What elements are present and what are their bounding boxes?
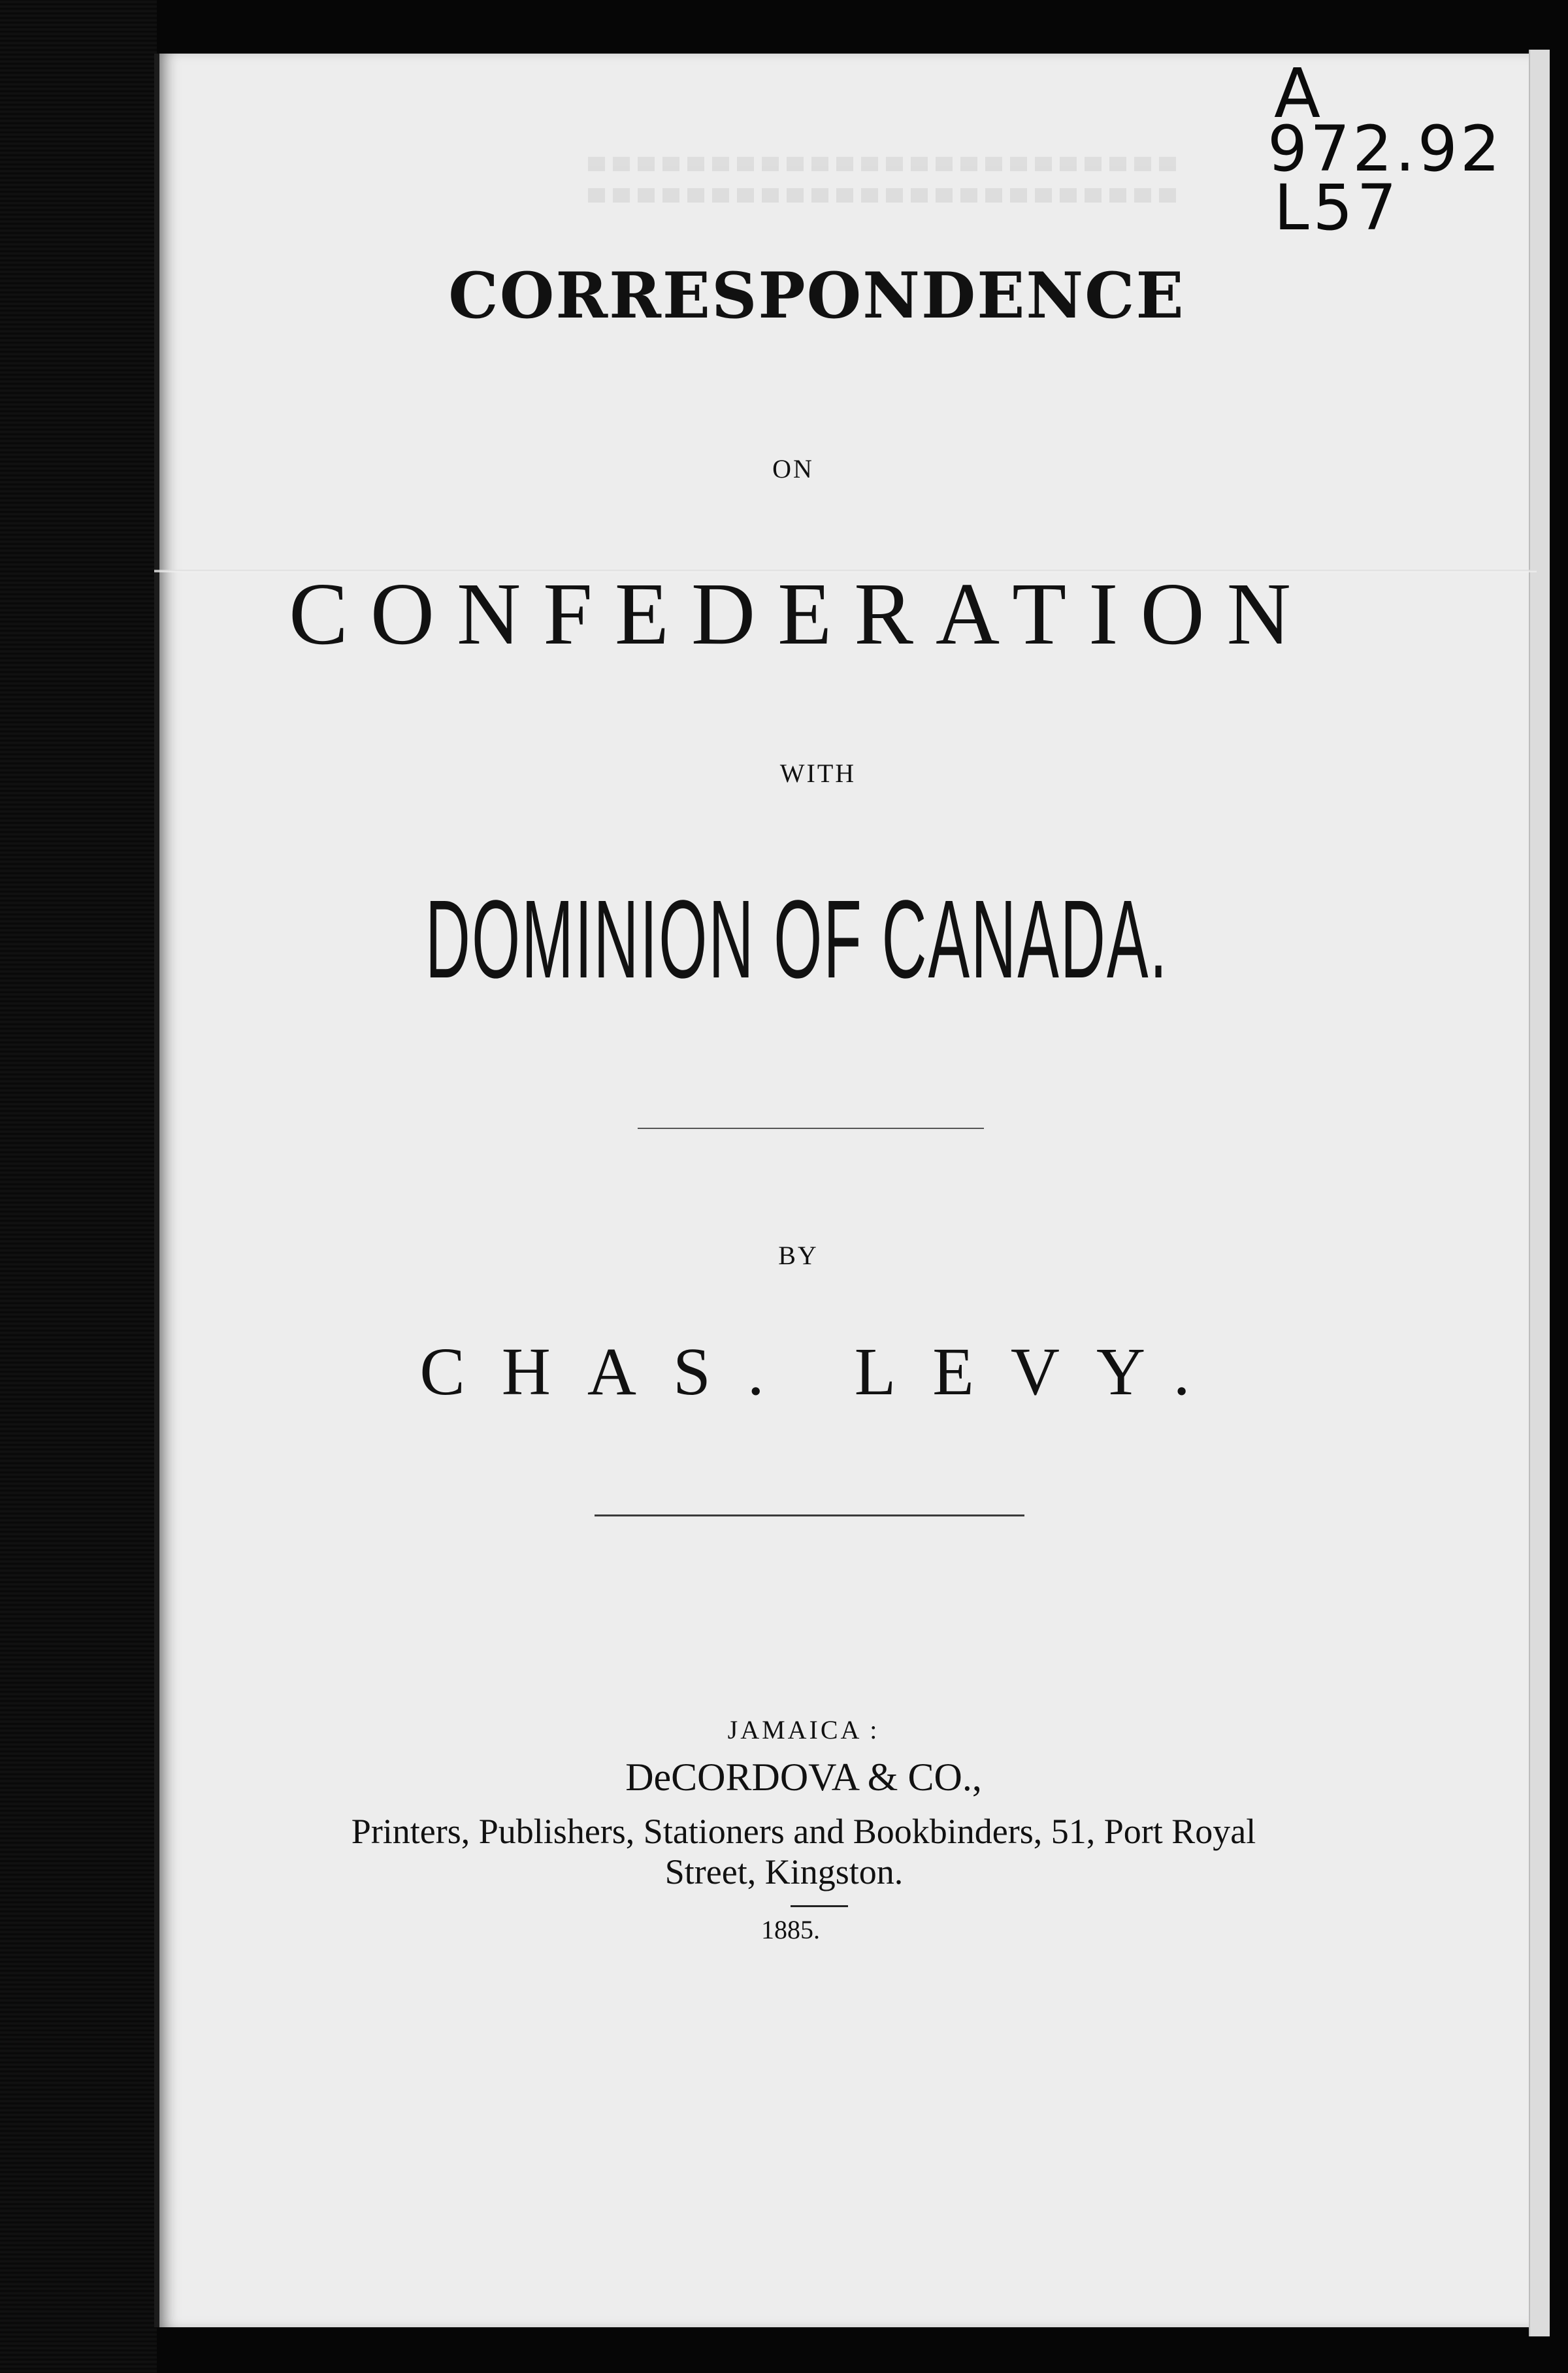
divider-rule bbox=[595, 1514, 1024, 1516]
call-number-line-1: A bbox=[1274, 54, 1321, 133]
cover-on: ON bbox=[772, 454, 814, 483]
book-spine bbox=[0, 0, 157, 2373]
year-rule bbox=[791, 1905, 848, 1907]
publication-year: 1885. bbox=[761, 1915, 820, 1944]
cover-author: CHAS. LEVY. bbox=[419, 1334, 1227, 1409]
publisher-name: DeCORDOVA & CO., bbox=[625, 1756, 982, 1799]
publisher-address-line-2: Street, Kingston. bbox=[664, 1852, 904, 1891]
cover-subject: CONFEDERATION bbox=[289, 565, 1313, 663]
call-number-line-2: 972.92 bbox=[1267, 112, 1503, 186]
cover-page bbox=[154, 54, 1542, 2327]
publication-place: JAMAICA : bbox=[727, 1715, 880, 1744]
page-edge bbox=[1529, 50, 1550, 2336]
cover-with: WITH bbox=[779, 759, 857, 788]
faint-library-stamp bbox=[588, 157, 1176, 229]
publisher-address-line-1: Printers, Publishers, Stationers and Bookbinders, 51, Port Royal bbox=[351, 1812, 1256, 1851]
cover-by: BY bbox=[778, 1241, 819, 1270]
call-number-line-3: L57 bbox=[1274, 171, 1401, 244]
cover-dominion: DOMINION OF CANADA. bbox=[425, 877, 1169, 1002]
divider-rule bbox=[638, 1128, 984, 1129]
cover-title: CORRESPONDENCE bbox=[448, 259, 1185, 333]
